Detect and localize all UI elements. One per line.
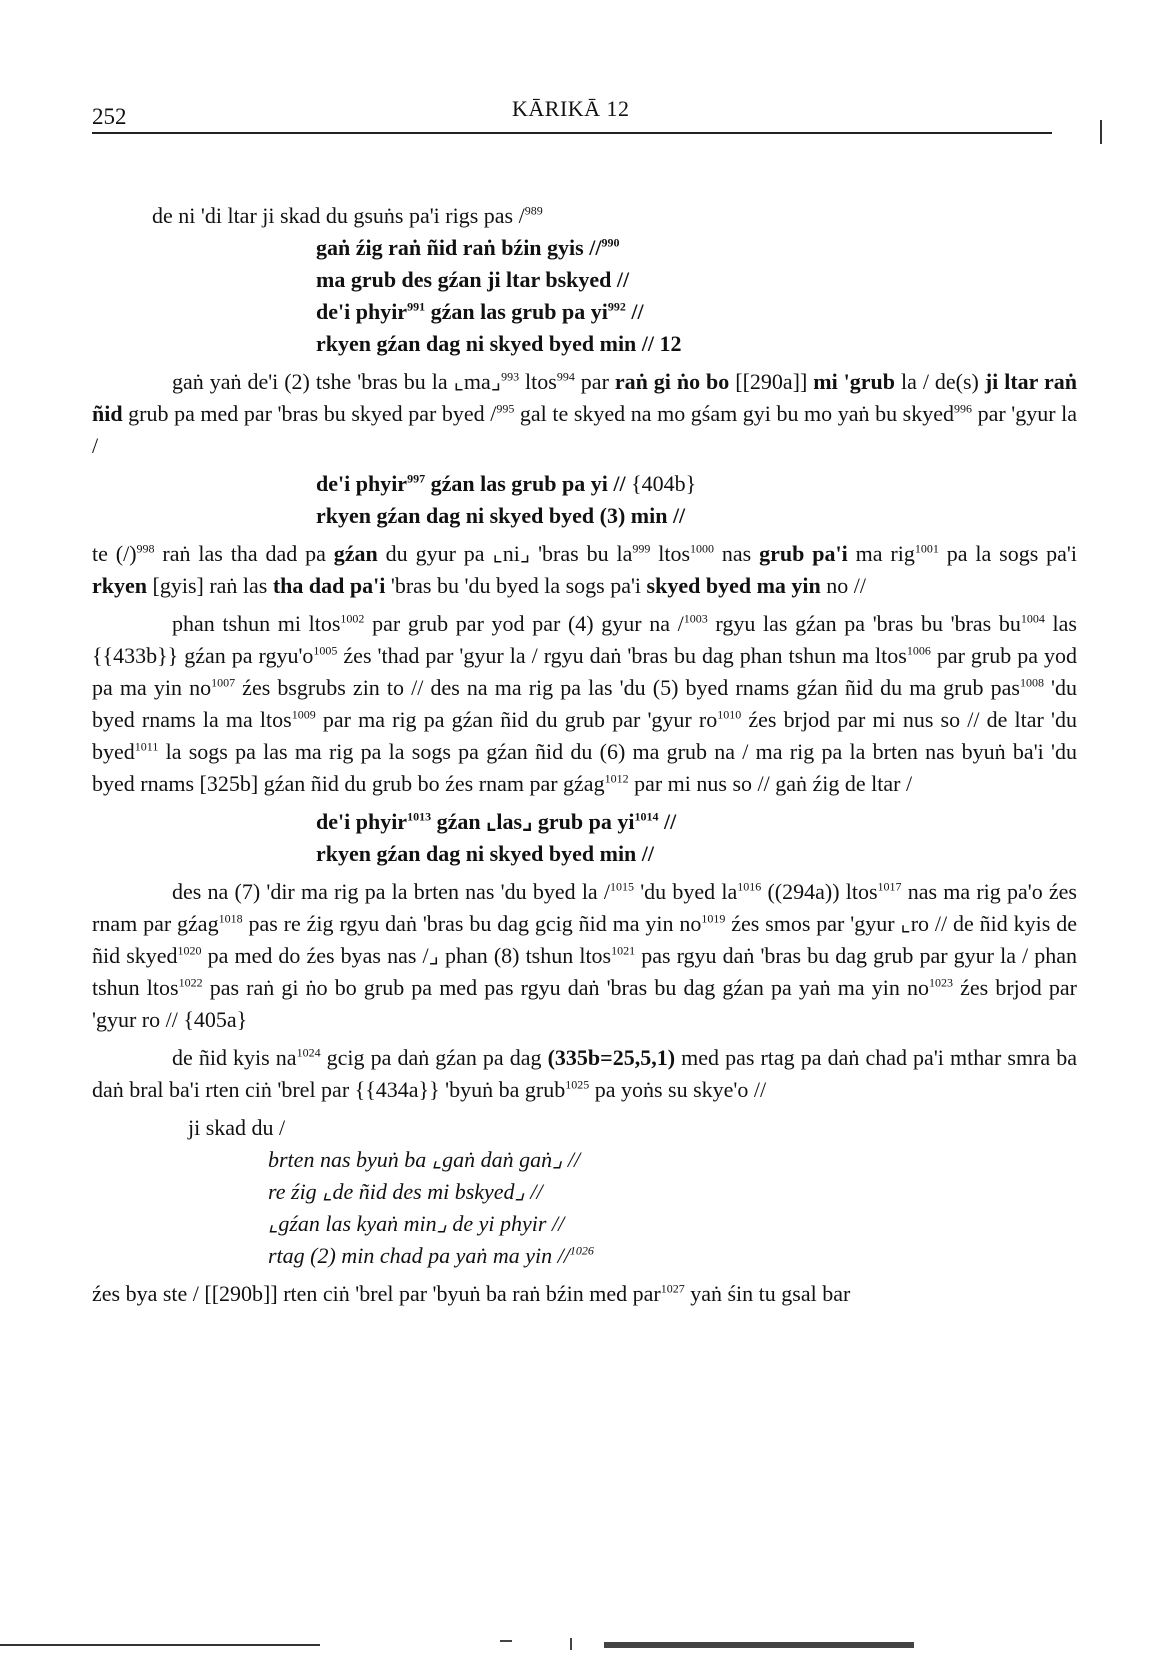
paragraph: de ñid kyis $na^{1024}$ gcig pa daṅ gźan pa dag (335b=25,5,1) med pas rtag pa daṅ chad pa'i mthar smra ba daṅ bral ba'i rten ciṅ 'brel par {{434a}} 'byuṅ ba grub$^{1025}$ pa yoṅs su skye'o // <box>92 1045 1077 1102</box>
verse-line: rkyen gźan dag ni skyed byed (3) min // <box>316 503 686 528</box>
footer-mark <box>570 1638 572 1650</box>
paragraph: des na (7) 'dir ma rig pa la brten nas 'du byed la /$^{1015}$ 'du byed $la^{1016}$ ((294a)) ltos$^{1017}$ nas ma rig pa'o źes rnam par gźag$^{1018}$ pas re źig rgyu daṅ 'bras bu dag gcig ñid ma yin $no^{1019}$ źes smos par 'gyur ⌞ro // de ñid kyis de ñid skyed$^{1020}$ pa med do źes byas nas /⌟ phan (8) tshun ltos$^{1021}$ pas rgyu daṅ 'bras bu dag grub par gyur la / phan tshun ltos$^{1022}$ pas raṅ gi ṅo bo grub pa med pas rgyu daṅ 'bras bu dag gźan pa yaṅ ma yin $no^{1023}$ źes brjod par 'gyur ro // {405a} <box>92 879 1077 1032</box>
verse-line: de'i phyir$^{1013}$ gźan ⌞las⌟ grub pa $yi^{1014}$ // <box>316 809 677 834</box>
header-rule <box>92 132 1052 134</box>
paragraph: gaṅ yaṅ de'i (2) tshe 'bras bu la ⌞ma⌟$^{993}$ ltos$^{994}$ par raṅ gi ṅo bo [[290a]] mi 'grub la / de(s) ji ltar raṅ ñid grub pa med par 'bras bu skyed par byed /$^{995}$ gal te skyed na mo gśam gyi bu mo yaṅ bu skyed$^{996}$ par 'gyur la / <box>92 369 1077 458</box>
text-line: ji skad du / <box>188 1115 286 1140</box>
verse-line: rkyen gźan dag ni skyed byed min // <box>316 841 655 866</box>
footer-mark <box>500 1640 512 1642</box>
text-body <box>92 200 1077 1310</box>
paragraph: te $(/)^{998}$ raṅ las tha dad pa gźan du gyur pa ⌞ni⌟ 'bras bu $la^{999}$ ltos$^{1000}$ nas grub pa'i ma rig$^{1001}$ pa la sogs pa'i rkyen [gyis] raṅ las tha dad pa'i 'bras bu 'du byed la sogs pa'i skyed byed ma yin no // <box>92 541 1077 598</box>
verse-line: re źig ⌞de ñid des mi bskyed⌟ // <box>268 1179 543 1204</box>
footer-rule-right <box>604 1642 914 1648</box>
verse-line: rtag (2) min chad pa yaṅ ma yin //$^{1026}$ <box>268 1243 594 1268</box>
text-line: de ni 'di ltar ji skad du gsuṅs pa'i rigs pas /$^{989}$ <box>152 203 543 228</box>
verse-line: brten nas byuṅ ba ⌞gaṅ daṅ gaṅ⌟ // <box>268 1147 581 1172</box>
verse-line: rkyen gźan dag ni skyed byed min // 12 <box>316 331 682 356</box>
verse-line: ⌞gźan las kyaṅ min⌟ de yi phyir // <box>268 1211 565 1236</box>
verse-line: de'i phyir$^{997}$ gźan las grub pa yi // {404b} <box>316 471 697 496</box>
paragraph: phan tshun mi ltos$^{1002}$ par grub par yod par (4) gyur na /$^{1003}$ rgyu las gźan pa 'bras bu 'bras $bu^{1004}$ las {{433b}} gźan pa $rgyu'o^{1005}$ źes 'thad par 'gyur la / rgyu daṅ 'bras bu dag phan tshun ma ltos$^{1006}$ par grub pa yod pa ma yin $no^{1007}$ źes bsgrubs zin to // des na ma rig pa las 'du (5) byed rnams gźan ñid du ma grub pas$^{1008}$ 'du byed rnams la ma ltos$^{1009}$ par ma rig pa gźan ñid du grub par 'gyur $ro^{1010}$ źes brjod par mi nus so // de ltar 'du byed$^{1011}$ la sogs pa las ma rig pa la sogs pa gźan ñid du (6) ma grub na / ma rig pa la brten nas byuṅ ba'i 'du byed rnams [325b] gźan ñid du grub bo źes rnam par gźag$^{1012}$ par mi nus so // gaṅ źig de ltar / <box>92 611 1078 796</box>
margin-mark <box>1100 120 1102 144</box>
running-title: KĀRIKĀ 12 <box>512 96 630 121</box>
verse-line: ma grub des gźan ji ltar bskyed // <box>316 267 630 292</box>
verse-line: de'i phyir$^{991}$ gźan las grub pa $yi^{992}$ // <box>316 299 644 324</box>
page-header <box>92 96 1052 136</box>
verse-line: gaṅ źig raṅ ñid raṅ bźin gyis //$^{990}$ <box>316 235 620 260</box>
footer-rule-left <box>0 1644 320 1646</box>
page-footer <box>0 1636 1169 1656</box>
paragraph: źes bya ste / [[290b]] rten ciṅ 'brel par 'byuṅ ba raṅ bźin med par$^{1027}$ yaṅ śin tu gsal bar <box>92 1281 851 1306</box>
page-number: 252 <box>92 104 127 129</box>
